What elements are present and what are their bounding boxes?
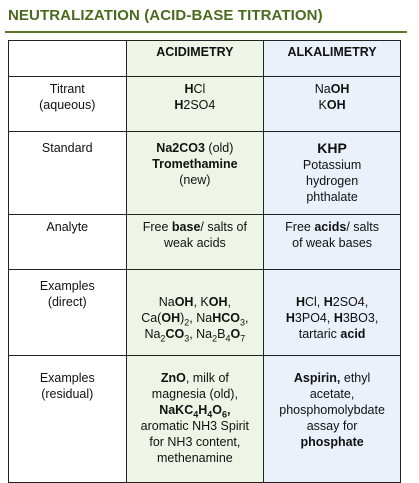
text: acetate,	[309, 387, 355, 401]
bold-text: Na2CO3	[156, 141, 205, 155]
acid-analyte-cell	[126, 215, 264, 270]
text: , K	[193, 295, 209, 309]
subscript: 7	[240, 333, 246, 344]
text: Potassium	[302, 158, 362, 172]
text: Cl	[193, 82, 206, 96]
text: phthalate	[306, 190, 358, 204]
bold-text: ,	[227, 403, 231, 417]
row-label-titrant	[9, 77, 127, 132]
table-row-examples-direct	[9, 270, 401, 356]
acid-titrant-cell	[126, 77, 264, 132]
row-label-examples-residual	[9, 356, 127, 483]
subscript: 2	[160, 333, 166, 344]
acid-examples-residual-cell	[126, 356, 264, 483]
text: 2SO4,	[332, 295, 369, 309]
header-alkalimetry: ALKALIMETRY	[264, 41, 401, 77]
text: phosphomolybdate	[279, 403, 385, 417]
page-title: NEUTRALIZATION (ACID-BASE TITRATION)	[8, 7, 323, 24]
bold-text: H	[295, 295, 305, 309]
header-row	[9, 41, 401, 77]
text: assay for	[306, 419, 358, 433]
bold-text: H	[174, 98, 184, 112]
text: hydrogen	[306, 174, 359, 188]
text: weak acids	[163, 236, 226, 250]
label-line: (residual)	[41, 387, 94, 401]
alk-standard-cell	[264, 132, 401, 215]
subscript: 4	[193, 409, 199, 420]
bold-text: H	[323, 295, 333, 309]
bold-text: O	[230, 327, 241, 341]
bold-text: CO	[165, 327, 185, 341]
bold-text: OH	[174, 295, 194, 309]
alk-examples-direct-cell	[264, 270, 401, 356]
bold-text: acid	[340, 327, 366, 341]
header-empty-cell	[9, 41, 127, 77]
text: , milk of	[185, 371, 229, 385]
bold-text: O	[212, 403, 223, 417]
bold-text: OH	[330, 82, 350, 96]
alk-titrant-cell	[264, 77, 401, 132]
bold-text: NaKC	[159, 403, 194, 417]
row-label-analyte	[9, 215, 127, 270]
subscript: 3	[240, 317, 246, 328]
alk-analyte-cell	[264, 215, 401, 270]
table-row-examples-residual	[9, 356, 401, 483]
bold-text: H	[184, 82, 194, 96]
bold-text: phosphate	[300, 435, 364, 449]
subscript: 6	[222, 409, 228, 420]
text: for NH3 content,	[149, 435, 241, 449]
acid-examples-direct-cell: NaOH, KOH, $Ca(OH)_2$, NaHCO$_3$, $Na_2CO_3$, $Na_2B_4O_7$	[126, 270, 264, 356]
text: ,	[227, 295, 231, 309]
bold-text: HCO	[212, 311, 241, 325]
text: aromatic NH3 Spirit	[140, 419, 250, 433]
bold-text: H	[285, 311, 295, 325]
bold-text: base	[171, 220, 201, 234]
title-underline	[5, 31, 407, 33]
alk-examples-residual-cell	[264, 356, 401, 483]
text: 3PO4,	[294, 311, 334, 325]
row-label-examples-direct	[9, 270, 127, 356]
text: Na	[144, 327, 161, 341]
table-row-standard	[9, 132, 401, 215]
row-label-standard	[9, 132, 127, 215]
text: Free	[142, 220, 172, 234]
label-line: Standard	[41, 141, 93, 155]
bold-text: Aspirin,	[293, 371, 341, 385]
text: Ca(	[141, 311, 162, 325]
text: ethyl	[340, 371, 371, 385]
subscript: 4	[207, 409, 213, 420]
subscript: 4	[225, 333, 231, 344]
text: Na	[158, 295, 175, 309]
subscript: 2	[212, 333, 218, 344]
text: Na	[314, 82, 331, 96]
text: (old)	[204, 141, 234, 155]
text: of weak bases	[292, 236, 373, 250]
bold-text: ZnO	[160, 371, 186, 385]
bold-text: OH	[161, 311, 181, 325]
text: , Na	[189, 327, 213, 341]
subscript: 3	[184, 333, 190, 344]
table-row-analyte	[9, 215, 401, 270]
header-acidimetry: ACIDIMETRY	[126, 41, 264, 77]
text: / salts of	[200, 220, 247, 234]
titration-table	[8, 40, 401, 483]
label-line: Analyte	[46, 220, 89, 234]
text: 3BO3,	[342, 311, 379, 325]
text: ,	[245, 311, 249, 325]
text: magnesia (old),	[151, 387, 238, 401]
text: (new)	[179, 173, 211, 187]
table-row-titrant	[9, 77, 401, 132]
bold-text: acids	[314, 220, 347, 234]
acid-standard-cell	[126, 132, 264, 215]
label-line: (direct)	[47, 295, 87, 309]
text: , Na	[189, 311, 213, 325]
bold-text: Tromethamine	[152, 157, 238, 171]
text: / salts	[346, 220, 379, 234]
text: B	[217, 327, 226, 341]
label-line: Examples	[39, 371, 95, 385]
bold-text: H	[333, 311, 343, 325]
bold-text: OH	[326, 98, 346, 112]
label-line: (aqueous)	[39, 98, 96, 112]
bold-text: OH	[208, 295, 228, 309]
label-line: Examples	[39, 279, 95, 293]
subscript: 2	[184, 317, 190, 328]
text: Cl,	[304, 295, 324, 309]
text: Free	[285, 220, 315, 234]
text: 2SO4	[183, 98, 216, 112]
bold-text: H	[198, 403, 208, 417]
bold-text: KHP	[317, 140, 347, 156]
text: tartaric	[298, 327, 341, 341]
text: methenamine	[156, 451, 233, 465]
label-line: Titrant	[49, 82, 85, 96]
text: K	[318, 98, 327, 112]
